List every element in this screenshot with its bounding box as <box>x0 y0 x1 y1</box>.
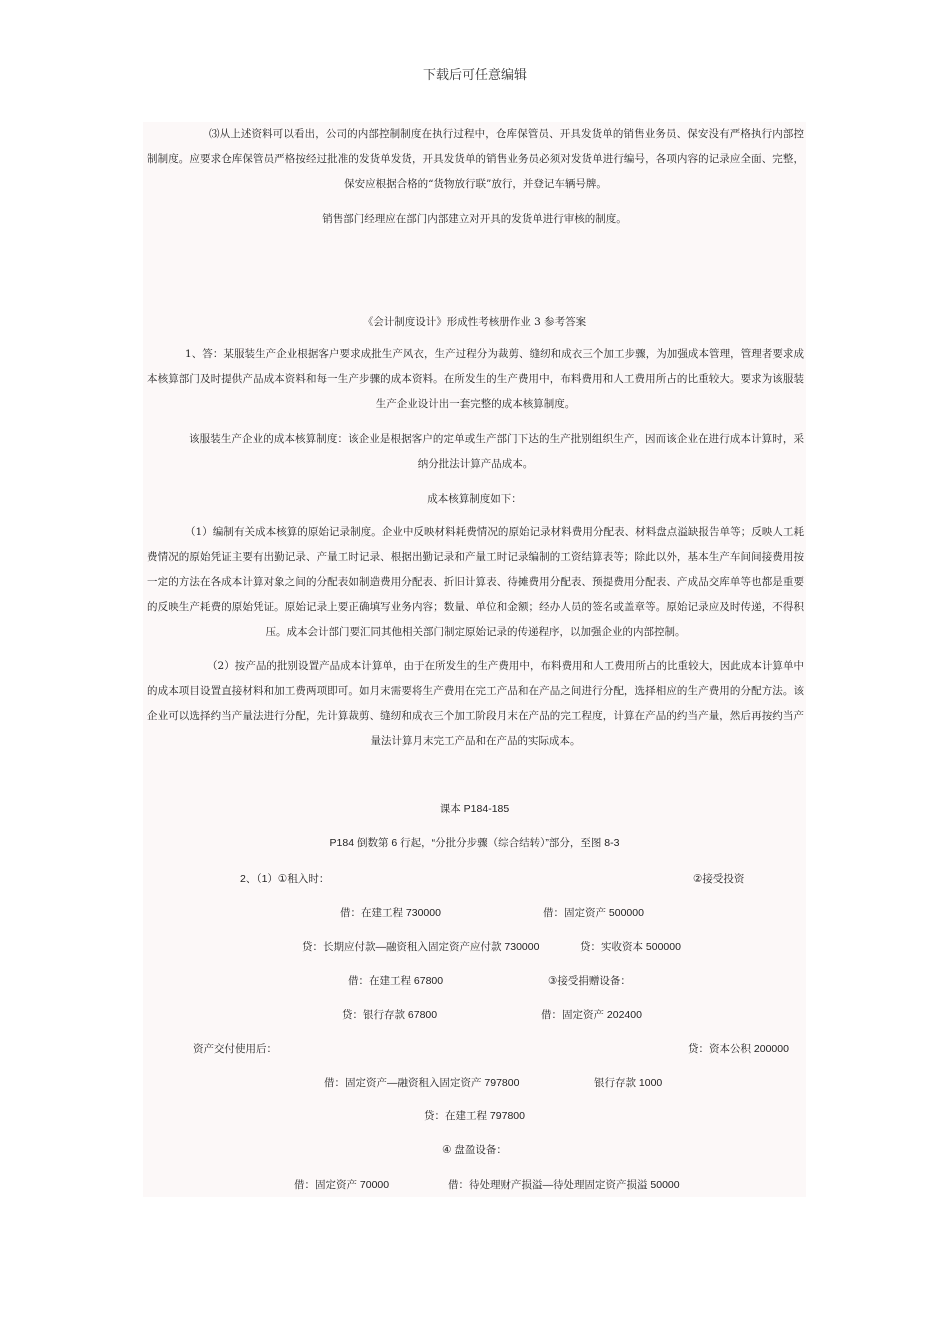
entry-debit-construction-67800: 借：在建工程 67800 <box>348 975 444 987</box>
entry-debit-fixed-assets-500000: 借：固定资产 500000 <box>543 907 644 919</box>
answer-1-point-1: （1）编制有关成本核算的原始记录制度。企业中反映材料耗费情况的原始记录材料费用分配表、材料盘点溢缺报告单等；反映人工耗费情况的原始凭证主要有出勤记录、产量工时记录、根据出勤记录和产量工时记录编制的工资结算表等；除此以外，基本生产车间间接费用按一定的方法在各成本计算对象之间的分配表如制造费用分配表、折旧计算表、待摊费用分配表、预提费用分配表、产成品交库单等也都是重要的反映生产耗费的原始凭证。原始记录上要正确填写业务内容；数量、单位和金额；经办人员的签名或盖章等。原始记录应及时传递，不得积压。成本会计部门要汇同其他相关部门制定原始记录的传递程序，以加强企业的内部控制。 <box>147 526 804 638</box>
assignment-title: 《会计制度设计》形成性考核册作业 3 参考答案 <box>362 316 587 328</box>
answer-1-point-2: （2）按产品的批别设置产品成本计算单，由于在所发生的生产费用中，布料费用和人工费用所占的比重较大，因此成本计算单中的成本项目设置直接材料和加工费两项即可。如月末需要将生产费用在完工产品和在产品之间进行分配，选择相应的生产费用的分配方法。该企业可以选择约当产量法进行分配，先计算裁剪、缝纫和成衣三个加工阶段月末在产品的完工程度，计算在产品的约当产量，然后再按约当产量法计算月末完工产品和在产品的实际成本。 <box>147 660 804 747</box>
entry-debit-construction-730000: 借：在建工程 730000 <box>340 907 441 919</box>
entry-debit-leased-fixed-assets: 借：固定资产—融资租入固定资产 797800 <box>324 1077 520 1089</box>
entry-debit-fixed-assets-202400: 借：固定资产 202400 <box>541 1009 642 1021</box>
page-header: 下载后可任意编辑 <box>422 68 527 83</box>
textbook-reference: 课本 P184-185 <box>439 803 510 815</box>
entry-credit-capital-reserve: 贷：资本公积 200000 <box>688 1043 789 1055</box>
textbook-page-note: P184 倒数第 6 行起，“分批分步骤（综合结转）”部分，至图 8-3 <box>329 837 620 849</box>
entry-credit-construction-797800: 贷：在建工程 797800 <box>424 1110 525 1122</box>
entry-credit-paid-in-capital: 贷：实收资本 500000 <box>580 941 681 953</box>
question-1: 1、答：某服装生产企业根据客户要求成批生产风衣，生产过程分为裁剪、缝纫和成衣三个加工步骤，为加强成本管理，管理者要求成本核算部门及时提供产品成本资料和每一生产步骤的成本资料。在所发生的生产费用中，布料费用和人工费用所占的比重较大。要求为该服装生产企业设计出一套完整的成本核算制度。 <box>147 348 804 410</box>
assets-delivered-label: 资产交付使用后： <box>193 1043 277 1055</box>
answer-1-heading: 成本核算制度如下： <box>427 493 522 505</box>
inventory-surplus-label: ④ 盘盈设备： <box>442 1144 507 1156</box>
entry-bank-1000: 银行存款 1000 <box>594 1077 663 1089</box>
question-2-label: 2、（1）①租入时： <box>240 873 330 885</box>
entry-debit-pending-loss: 借：待处理财产损溢—待处理固定资产损溢 50000 <box>448 1179 680 1191</box>
receive-donation-label: ③接受捐赠设备： <box>548 975 631 987</box>
document-body <box>143 122 806 1197</box>
entry-credit-bank-67800: 贷：银行存款 67800 <box>342 1009 438 1021</box>
receive-investment-label: ②接受投资 <box>693 873 745 885</box>
entry-debit-fixed-assets-70000: 借：固定资产 70000 <box>294 1179 390 1191</box>
answer-1-intro: 该服装生产企业的成本核算制度：该企业是根据客户的定单或生产部门下达的生产批别组织生产，因而该企业在进行成本计算时，采纳分批法计算产品成本。 <box>189 433 804 470</box>
entry-credit-long-term-payable: 贷：长期应付款—融资租入固定资产应付款 730000 <box>302 941 540 953</box>
section1-paragraph-1: ⑶从上述资料可以看出，公司的内部控制制度在执行过程中，仓库保管员、开具发货单的销售业务员、保安没有严格执行内部控制制度。应要求仓库保管员严格按经过批准的发货单发货，开具发货单的销售业务员必须对发货单进行编号，各项内容的记录应全面、完整，保安应根据合格的“货物放行联”放行，并登记车辆号牌。 <box>147 128 804 190</box>
section1-paragraph-2: 销售部门经理应在部门内部建立对开具的发货单进行审核的制度。 <box>322 213 627 225</box>
